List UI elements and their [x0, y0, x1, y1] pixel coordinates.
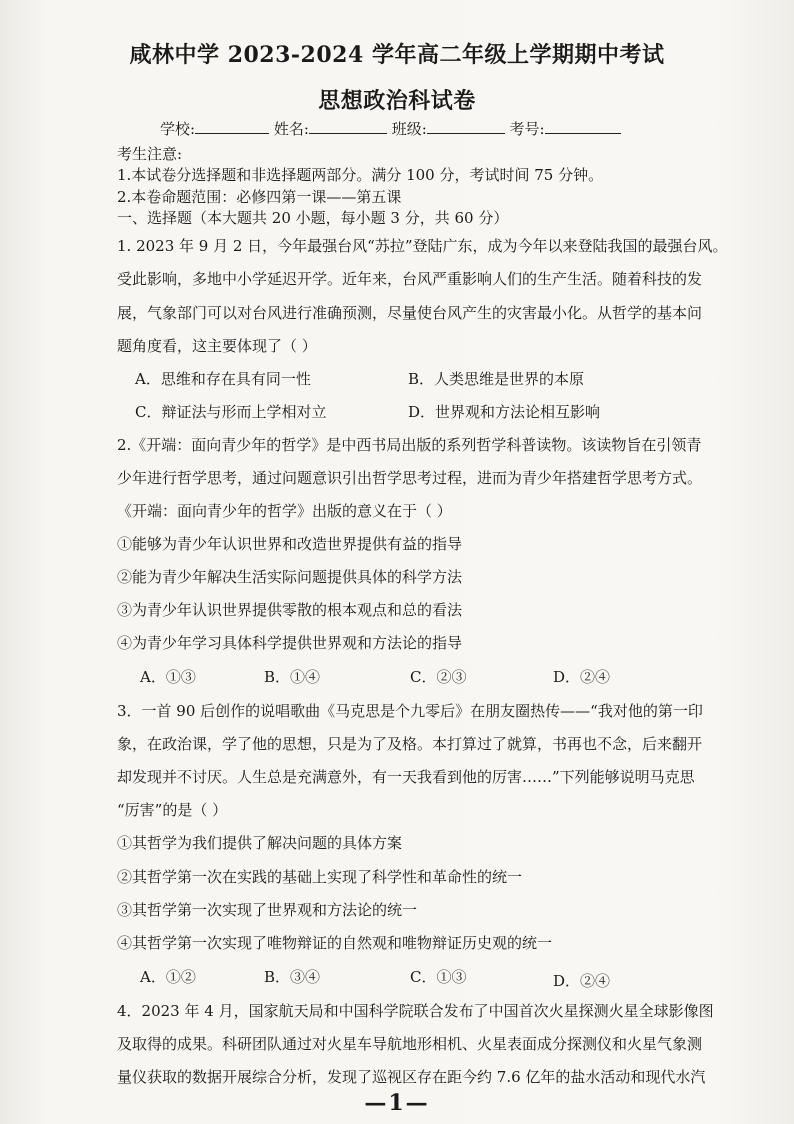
page-number: —1— [364, 1090, 430, 1116]
q1-line-3: 展，气象部门可以对台风进行准确预测，尽量使台风产生的灾害最小化。从哲学的基本问 [117, 304, 703, 322]
class-label: 班级: [391, 120, 427, 138]
q3-statement-2: ②其哲学第一次在实践的基础上实现了科学性和革命性的统一 [117, 868, 523, 886]
q2-option-a: A．①③ [140, 668, 196, 686]
q1-option-a: A．思维和存在具有同一性 [135, 370, 311, 388]
q3-line-3: 却发现并不讨厌。人生总是充满意外，有一天我看到他的厉害……”下列能够说明马克思 [117, 768, 695, 786]
exam-subtitle: 思想政治科试卷 [318, 88, 476, 114]
q2-line-1: 2.《开端：面向青少年的哲学》是中西书局出版的系列哲学科普读物。该读物旨在引领青 [117, 436, 702, 454]
q2-option-b: B．①④ [264, 668, 321, 686]
q2-statement-3: ③为青少年认识世界提供零散的根本观点和总的看法 [117, 601, 463, 619]
q3-statement-3: ③其哲学第一次实现了世界观和方法论的统一 [117, 901, 418, 919]
q4-line-3: 量仪获取的数据开展综合分析，发现了巡视区存在距今约 7.6 亿年的盐水活动和现代水汽 [117, 1068, 706, 1086]
q2-statement-1: ①能够为青少年认识世界和改造世界提供有益的指导 [117, 535, 463, 553]
number-blank [545, 119, 621, 134]
q3-option-a: A．①② [140, 968, 196, 986]
school-label: 学校: [160, 120, 196, 138]
student-info-fields [160, 118, 621, 139]
q2-statement-2: ②能为青少年解决生活实际问题提供具体的科学方法 [117, 568, 463, 586]
q3-statement-4: ④其哲学第一次实现了唯物辩证的自然观和唯物辩证历史观的统一 [117, 934, 553, 952]
q1-option-b: B．人类思维是世界的本原 [408, 370, 585, 388]
notice-item-1: 1.本试卷分选择题和非选择题两部分。满分 100 分，考试时间 75 分钟。 [117, 166, 604, 184]
name-label: 姓名: [273, 120, 309, 138]
q3-option-d: D．②④ [553, 972, 611, 990]
q1-line-1: 1. 2023 年 9 月 2 日，今年最强台风“苏拉”登陆广东，成为今年以来登陆我国的最强台风。 [117, 237, 728, 255]
q2-option-d: D．②④ [553, 668, 611, 686]
name-blank [309, 119, 387, 134]
number-label: 考号: [509, 120, 545, 138]
q1-option-c: C．辩证法与形而上学相对立 [135, 403, 327, 421]
class-blank [427, 119, 505, 134]
notice-heading: 考生注意: [117, 145, 183, 163]
q3-line-1: 3．一首 90 后创作的说唱歌曲《马克思是个九零后》在朋友圈热传——“我对他的第一印 [117, 702, 703, 720]
q4-line-2: 及取得的成果。科研团队通过对火星车导航地形相机、火星表面成分探测仪和火星气象测 [117, 1035, 703, 1053]
q1-line-4: 题角度看，这主要体现了（ ） [117, 337, 317, 355]
q3-option-b: B．③④ [264, 968, 321, 986]
q4-line-1: 4．2023 年 4 月，国家航天局和中国科学院联合发布了中国首次火星探测火星全球影像图 [117, 1002, 714, 1020]
q2-statement-4: ④为青少年学习具体科学提供世界观和方法论的指导 [117, 634, 463, 652]
q1-line-2: 受此影响，多地中小学延迟开学。近年来，台风严重影响人们的生产生活。随着科技的发 [117, 270, 703, 288]
q2-option-c: C．②③ [410, 668, 467, 686]
exam-title: 咸林中学 2023-2024 学年高二年级上学期期中考试 [129, 42, 665, 68]
q1-option-d: D．世界观和方法论相互影响 [408, 403, 601, 421]
notice-item-2: 2.本卷命题范围：必修四第一课——第五课 [117, 188, 402, 206]
q3-line-4: “厉害”的是（ ） [117, 801, 228, 819]
q2-line-2: 少年进行哲学思考，通过问题意识引出哲学思考过程，进而为青少年搭建哲学思考方式。 [117, 469, 703, 487]
q2-line-3: 《开端：面向青少年的哲学》出版的意义在于（ ） [117, 502, 452, 520]
section-heading: 一、选择题（本大题共 20 小题，每小题 3 分，共 60 分） [117, 209, 509, 227]
school-blank [195, 119, 269, 134]
q3-line-2: 象，在政治课，学了他的思想，只是为了及格。本打算过了就算，书再也不念，后来翻开 [117, 735, 703, 753]
q3-option-c: C．①③ [410, 968, 467, 986]
q3-statement-1: ①其哲学为我们提供了解决问题的具体方案 [117, 834, 403, 852]
